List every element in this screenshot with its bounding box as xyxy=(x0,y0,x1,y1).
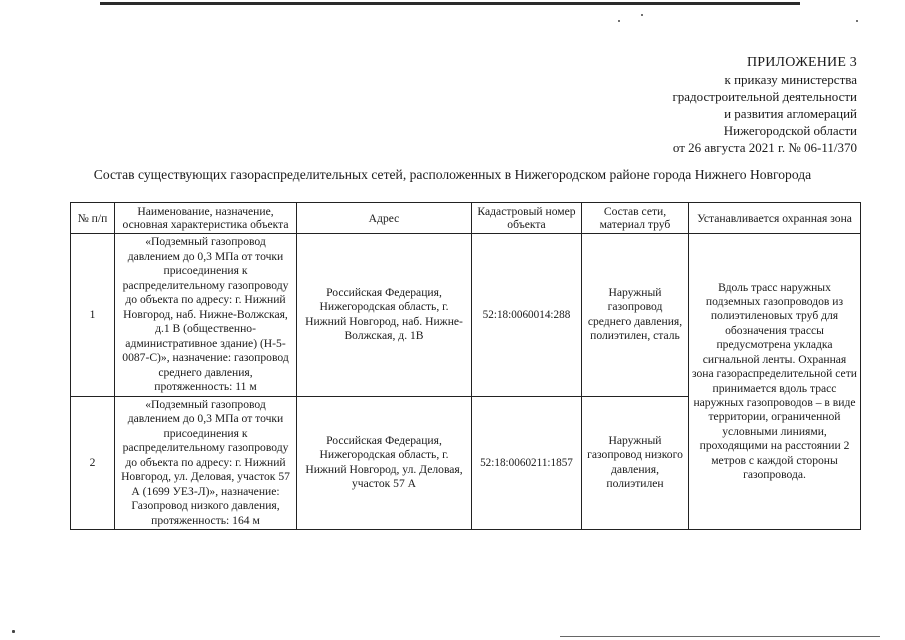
row-number: 2 xyxy=(71,396,115,530)
appendix-header xyxy=(537,54,857,156)
protection-zone-text: Вдоль трасс наружных подземных газопроводов из полиэтиленовых труб для обозначения трассы предусмотрена укладка сигнальной ленты. Охранная зона газораспределительной сети принимается вдоль трасс наружных газопроводов – в виде территории, ограниченной условными линиями, проходящими на расстоянии 2 метров с каждой стороны газопровода. xyxy=(689,234,861,530)
scan-artifact-dot xyxy=(12,630,15,633)
cadastral-number: 52:18:0060014:288 xyxy=(472,234,582,397)
table-row xyxy=(71,234,861,397)
appendix-order-date: от 26 августа 2021 г. № 06-11/370 xyxy=(672,140,857,155)
header-number: № п/п xyxy=(71,203,115,234)
object-name: «Подземный газопровод давлением до 0,3 МПа от точки присоединения к распределительному газопроводу до объекта по адресу: г. Нижний Новгород, наб. Нижне-Волжская, д.1 В (общественно-административное здание) (Н-5-0087-С)», назначение: газопровод среднего давления, протяженность: 11 м xyxy=(115,234,297,397)
document-title: Состав существующих газораспределительных сетей, расположенных в Нижегородском районе города Нижнего Новгорода xyxy=(93,167,812,182)
appendix-line: и развития агломераций xyxy=(724,106,857,121)
appendix-title: ПРИЛОЖЕНИЕ 3 xyxy=(746,55,857,70)
header-cadastral: Кадастровый номер объекта xyxy=(472,203,582,234)
object-address: Российская Федерация, Нижегородская область, г. Нижний Новгород, ул. Деловая, участок 57 А xyxy=(297,396,472,530)
scan-artifact-bottom-line xyxy=(560,636,880,637)
table-header-row xyxy=(71,203,861,234)
gas-network-table xyxy=(70,202,861,530)
object-address: Российская Федерация, Нижегородская область, г. Нижний Новгород, наб. Нижне-Волжская, д. 1В xyxy=(297,234,472,397)
header-name: Наименование, назначение, основная характеристика объекта xyxy=(115,203,297,234)
scan-artifact-top-line xyxy=(100,2,800,5)
cadastral-number: 52:18:0060211:1857 xyxy=(472,396,582,530)
header-composition: Состав сети, материал труб xyxy=(582,203,689,234)
object-name: «Подземный газопровод давлением до 0,3 МПа от точки присоединения к распределительному газопроводу до объекта по адресу: г. Нижний Новгород, ул. Деловая, участок 57 А (1699 УЕЗ-Л)», назначение: Газопровод низкого давления, протяженность: 164 м xyxy=(115,396,297,530)
appendix-line: Нижегородской области xyxy=(723,123,857,138)
scan-artifact-dot xyxy=(641,14,643,16)
appendix-line: к приказу министерства xyxy=(724,72,857,87)
row-number: 1 xyxy=(71,234,115,397)
network-composition: Наружный газопровод среднего давления, полиэтилен, сталь xyxy=(582,234,689,397)
scan-artifact-dot xyxy=(856,20,858,22)
network-composition: Наружный газопровод низкого давления, полиэтилен xyxy=(582,396,689,530)
appendix-line: градостроительной деятельности xyxy=(672,89,857,104)
header-address: Адрес xyxy=(297,203,472,234)
scan-artifact-dot xyxy=(618,20,620,22)
header-protection-zone: Устанавливается охранная зона xyxy=(689,203,861,234)
